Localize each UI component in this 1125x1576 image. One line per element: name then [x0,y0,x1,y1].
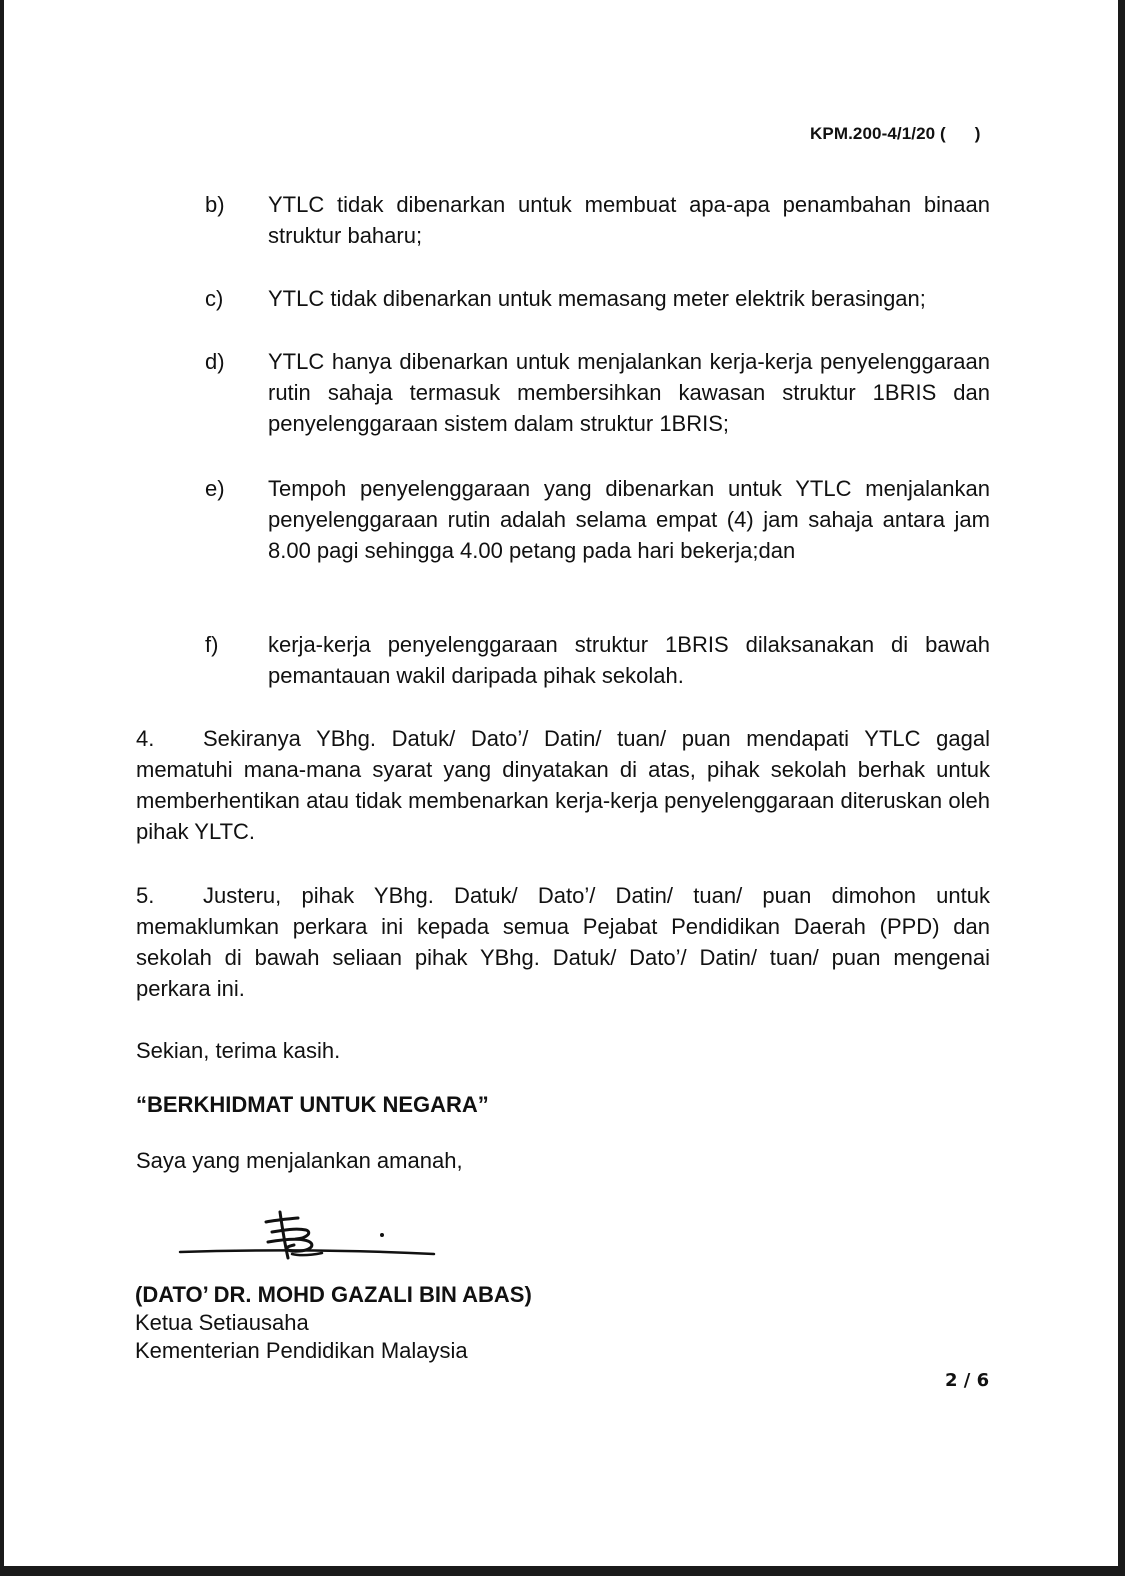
paragraph-text: Justeru, pihak YBhg. Datuk/ Dato’/ Datin/ tuan/ puan dimohon untuk memaklumkan perkara ini kepada semua Pejabat Pendidikan Daerah (PPD) dan sekolah di bawah seliaan pihak YBhg. Datuk/ Dato’/ Datin/ tuan/ puan mengenai perkara ini. [136,883,990,1001]
document-page [4,0,1118,1566]
condition-label: e) [205,476,225,501]
condition-text: YTLC tidak dibenarkan untuk memasang meter elektrik berasingan; [268,286,926,311]
signature-image [176,1208,438,1268]
motto: “BERKHIDMAT UNTUK NEGARA” [136,1092,489,1117]
reference-number: KPM.200-4/1/20 ( ) [810,124,981,143]
paragraph-number: 4. [136,726,155,751]
signatory-title: Ketua Setiausaha [135,1310,309,1335]
paragraph-text: Sekiranya YBhg. Datuk/ Dato’/ Datin/ tuan/ puan mendapati YTLC gagal mematuhi mana-mana syarat yang dinyatakan di atas, pihak sekolah berhak untuk memberhentikan atau tidak membenarkan kerja-kerja penyelenggaraan diteruskan oleh pihak YLTC. [136,726,990,844]
sign-off: Saya yang menjalankan amanah, [136,1148,463,1173]
condition-label: f) [205,632,219,657]
signatory-name: (DATO’ DR. MOHD GAZALI BIN ABAS) [135,1282,532,1307]
condition-label: b) [205,192,225,217]
paragraph-5 [136,880,990,1004]
condition-text: YTLC hanya dibenarkan untuk menjalankan kerja-kerja penyelenggaraan rutin sahaja termasuk membersihkan kawasan struktur 1BRIS dan penyelenggaraan sistem dalam struktur 1BRIS; [268,349,990,436]
condition-text: YTLC tidak dibenarkan untuk membuat apa-apa penambahan binaan struktur baharu; [268,192,990,248]
page-number: 2 / 6 [945,1370,990,1391]
condition-text: kerja-kerja penyelenggaraan struktur 1BRIS dilaksanakan di bawah pemantauan wakil daripada pihak sekolah. [268,632,990,688]
paragraph-4 [136,723,990,847]
condition-label: d) [205,349,225,374]
paragraph-number: 5. [136,883,155,908]
condition-label: c) [205,286,224,311]
signatory-block [135,1281,532,1365]
closing-text: Sekian, terima kasih. [136,1038,341,1063]
signatory-organization: Kementerian Pendidikan Malaysia [135,1338,468,1363]
condition-text: Tempoh penyelenggaraan yang dibenarkan untuk YTLC menjalankan penyelenggaraan rutin adalah selama empat (4) jam sahaja antara jam 8.00 pagi sehingga 4.00 petang pada hari bekerja;dan [268,476,990,563]
